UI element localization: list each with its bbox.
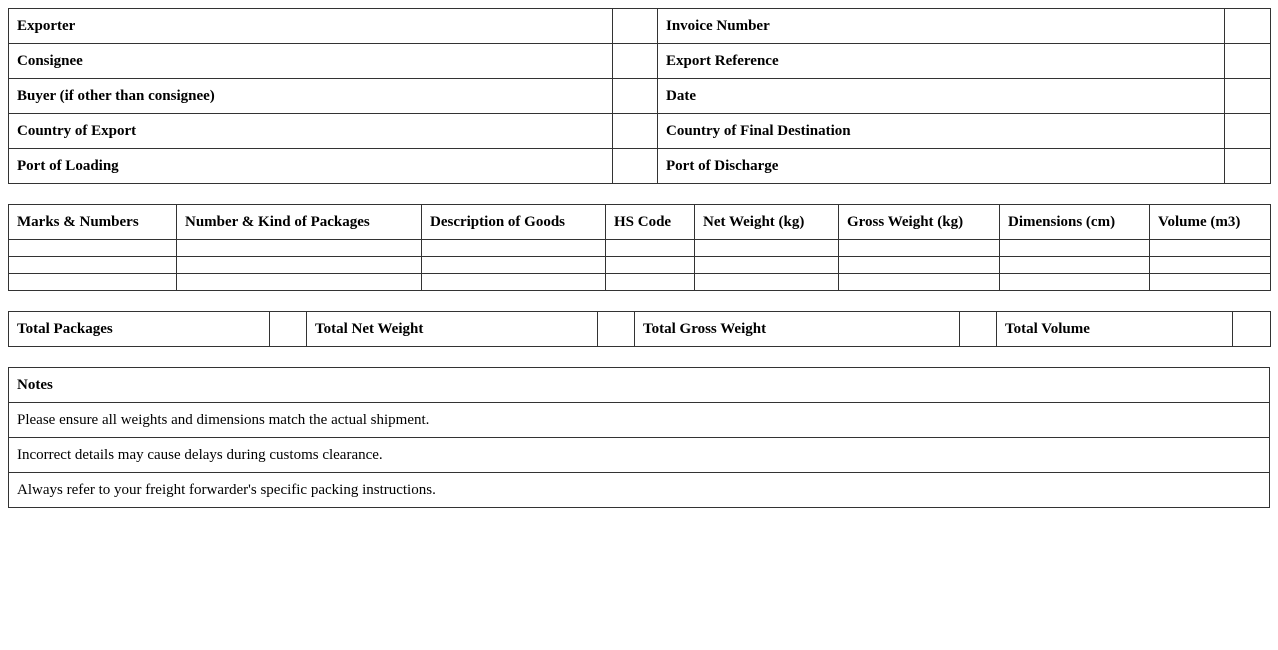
total-volume-value[interactable]	[1233, 312, 1271, 347]
info-row-port	[9, 149, 1271, 184]
invoice-number-value[interactable]	[1225, 9, 1271, 44]
col-header-net-weight: Net Weight (kg)	[695, 205, 839, 240]
notes-header-row	[9, 368, 1270, 403]
packing-items-table	[8, 204, 1271, 291]
item-cell[interactable]	[422, 240, 606, 257]
country-of-export-value[interactable]	[613, 114, 658, 149]
item-cell[interactable]	[695, 240, 839, 257]
port-of-discharge-label: Port of Discharge	[658, 149, 1225, 184]
port-of-discharge-value[interactable]	[1225, 149, 1271, 184]
item-cell[interactable]	[1000, 240, 1150, 257]
country-of-export-label: Country of Export	[9, 114, 613, 149]
info-row-buyer	[9, 79, 1271, 114]
table-row	[9, 240, 1271, 257]
total-net-weight-label: Total Net Weight	[307, 312, 598, 347]
total-packages-label: Total Packages	[9, 312, 270, 347]
note-row	[9, 473, 1270, 508]
table-row	[9, 257, 1271, 274]
totals-table	[8, 311, 1271, 347]
total-gross-weight-label: Total Gross Weight	[635, 312, 960, 347]
col-header-gross-weight: Gross Weight (kg)	[839, 205, 1000, 240]
country-of-final-destination-value[interactable]	[1225, 114, 1271, 149]
item-cell[interactable]	[695, 274, 839, 291]
notes-title: Notes	[9, 368, 1270, 403]
export-reference-value[interactable]	[1225, 44, 1271, 79]
date-value[interactable]	[1225, 79, 1271, 114]
item-cell[interactable]	[9, 257, 177, 274]
item-cell[interactable]	[606, 240, 695, 257]
item-cell[interactable]	[1150, 274, 1271, 291]
item-cell[interactable]	[422, 274, 606, 291]
date-label: Date	[658, 79, 1225, 114]
notes-table	[8, 367, 1270, 508]
col-header-dimensions: Dimensions (cm)	[1000, 205, 1150, 240]
item-cell[interactable]	[1000, 274, 1150, 291]
note-text: Always refer to your freight forwarder's specific packing instructions.	[9, 473, 1270, 508]
buyer-label: Buyer (if other than consignee)	[9, 79, 613, 114]
item-cell[interactable]	[1150, 240, 1271, 257]
col-header-packages: Number & Kind of Packages	[177, 205, 422, 240]
shipment-info-table	[8, 8, 1271, 184]
export-reference-label: Export Reference	[658, 44, 1225, 79]
col-header-hs-code: HS Code	[606, 205, 695, 240]
item-cell[interactable]	[177, 257, 422, 274]
col-header-description: Description of Goods	[422, 205, 606, 240]
port-of-loading-value[interactable]	[613, 149, 658, 184]
note-row	[9, 438, 1270, 473]
note-row	[9, 403, 1270, 438]
item-cell[interactable]	[9, 274, 177, 291]
item-cell[interactable]	[839, 274, 1000, 291]
country-of-final-destination-label: Country of Final Destination	[658, 114, 1225, 149]
invoice-number-label: Invoice Number	[658, 9, 1225, 44]
note-text: Please ensure all weights and dimensions match the actual shipment.	[9, 403, 1270, 438]
total-packages-value[interactable]	[270, 312, 307, 347]
consignee-label: Consignee	[9, 44, 613, 79]
total-gross-weight-value[interactable]	[960, 312, 997, 347]
col-header-volume: Volume (m3)	[1150, 205, 1271, 240]
item-cell[interactable]	[1150, 257, 1271, 274]
info-row-consignee	[9, 44, 1271, 79]
consignee-value[interactable]	[613, 44, 658, 79]
item-cell[interactable]	[177, 274, 422, 291]
item-cell[interactable]	[606, 274, 695, 291]
info-row-country	[9, 114, 1271, 149]
exporter-label: Exporter	[9, 9, 613, 44]
items-header-row	[9, 205, 1271, 240]
item-cell[interactable]	[839, 257, 1000, 274]
total-net-weight-value[interactable]	[598, 312, 635, 347]
item-cell[interactable]	[177, 240, 422, 257]
info-row-exporter	[9, 9, 1271, 44]
buyer-value[interactable]	[613, 79, 658, 114]
item-cell[interactable]	[839, 240, 1000, 257]
note-text: Incorrect details may cause delays during customs clearance.	[9, 438, 1270, 473]
exporter-value[interactable]	[613, 9, 658, 44]
item-cell[interactable]	[1000, 257, 1150, 274]
item-cell[interactable]	[695, 257, 839, 274]
table-row	[9, 274, 1271, 291]
port-of-loading-label: Port of Loading	[9, 149, 613, 184]
item-cell[interactable]	[606, 257, 695, 274]
col-header-marks-numbers: Marks & Numbers	[9, 205, 177, 240]
totals-row	[9, 312, 1271, 347]
total-volume-label: Total Volume	[997, 312, 1233, 347]
item-cell[interactable]	[422, 257, 606, 274]
item-cell[interactable]	[9, 240, 177, 257]
